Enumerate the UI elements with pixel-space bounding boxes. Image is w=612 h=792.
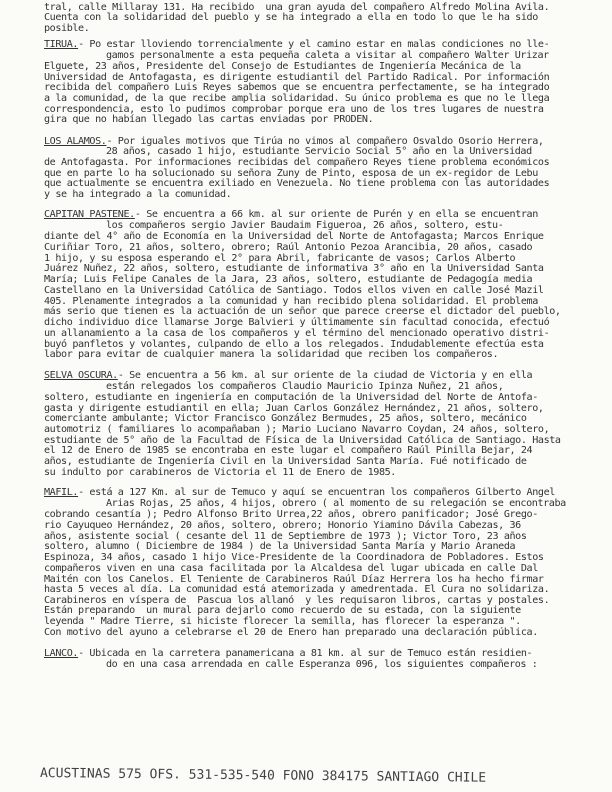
line-text: - Se encuentra a 66 km. al sur oriente de Purén y en ella se encuentran <box>134 209 538 220</box>
place-heading: TIRUA. <box>44 39 79 50</box>
line-text: Curiñiar Toro, 21 años, soltero, obrero; Raúl Antonio Pezoa Arancibia, 20 años, casado <box>44 242 533 253</box>
text-line <box>44 617 521 628</box>
place-heading: CAPITAN PASTENE. <box>44 209 135 220</box>
text-line <box>44 499 566 510</box>
line-text: gamos personalmente a esta pequeña caleta a visitar al compañero Walter Urizar <box>106 50 549 61</box>
line-text: - Por iguales motivos que Tirúa no vimos al compañero Osvaldo Osorio Herrera, <box>106 136 544 147</box>
line-text: están relegados los compañeros Claudio Mauricio Ipinza Nuñez, 21 años, <box>106 381 504 392</box>
text-line <box>44 264 544 275</box>
line-text: gasta y dirigente estudiantil en ella; Juan Carlos González Hernández, 21 años, soltero, <box>44 403 544 414</box>
text-line <box>44 318 549 329</box>
line-text: - Ubicada en la carretera panamericana a 81 km. al sur de Temuco están residien- <box>78 648 533 659</box>
line-text: recibida del compañero Luis Reyes sabemos que se encuentra perfectamente, se ha integrado <box>44 82 550 93</box>
line-text: a la comunidad, de la que recibe amplia solidaridad. Su único problema es que no le llega <box>44 93 550 104</box>
text-line <box>44 51 549 62</box>
document-page <box>44 0 604 792</box>
line-text: cobrando cesantía ); Pedro Alfonso Brito Urrea,22 años, obrero panificador; José Grego- <box>44 509 538 520</box>
line-text: 405. Plenamente integrados a la comunidad y han recibido plena solidaridad. El problema <box>44 296 538 307</box>
place-heading: SELVA OSCURA. <box>44 370 118 381</box>
text-line <box>44 275 532 286</box>
text-line <box>44 83 549 94</box>
line-text: más serio que tienen es la actuación de un señor que parece creerse el dictador del pueblo, <box>44 306 561 317</box>
text-line <box>44 243 532 254</box>
line-text: Cuenta con la solidaridad del pueblo y se ha integrado a ella en todo lo que le ha sido <box>44 12 538 23</box>
text-line <box>44 521 521 532</box>
text-line <box>44 510 538 521</box>
line-text: años, asistente social ( cesante del 11 de Septiembre de 1973 ); Victor Toro, 23 años <box>44 531 527 542</box>
section-heading-line <box>44 210 538 221</box>
line-text: Elguete, 23 años, Presidente del Consejo de Estudiantes de Ingeniería Mecánica de la <box>44 61 521 72</box>
line-text: los compañeros sergio Javier Baudaim Figueroa, 26 años, soltero, estu- <box>106 220 504 231</box>
line-text: el 12 de Enero de 1985 se encontraba en este lugar el compañero Raúl Pinilla Bejar, 24 <box>44 445 533 456</box>
text-line <box>44 606 521 617</box>
text-line <box>44 147 532 158</box>
text-line <box>44 158 549 169</box>
place-heading: LANCO. <box>44 648 79 659</box>
text-line <box>44 307 561 318</box>
text-line <box>44 190 231 201</box>
section-heading-line <box>44 40 549 51</box>
line-text: que en parte lo ha solucionado su señora Zuny de Pinto, esposa de un ex-regidor de Lebu <box>44 168 538 179</box>
line-text: tral, calle Millaray 131. Ha recibido una gran ayuda del compañero Alfredo Molina Avila. <box>44 2 550 13</box>
line-text: Espinoza, 34 años, casado 1 hijo Vice-Presidente de la Coordinadora de Pobladores. Estos <box>44 552 544 563</box>
section-heading-line <box>44 488 555 499</box>
line-text: do en una casa arrendada en calle Esperanza 096, los siguientes compañeros : <box>106 659 538 670</box>
line-text: Carabineros en víspera de Pascua los allanó y les requisaron libros, cartas y postales. <box>44 595 550 606</box>
line-text: hasta 5 veces al día. La comunidad está atemorizada y amedrentada. El Cura no solidariza. <box>44 584 550 595</box>
line-text: - Po estar lloviendo torrencialmente y el camino estar en malas condiciones no lle- <box>78 39 550 50</box>
text-line <box>44 446 532 457</box>
section-heading-line <box>44 371 532 382</box>
text-line <box>44 62 521 73</box>
text-line <box>44 414 527 425</box>
line-text: años, estudiante de Ingeniería Civil en la Universidad Santa María. Fué notificado de <box>44 456 527 467</box>
text-line <box>44 628 538 639</box>
text-line <box>44 286 544 297</box>
line-text: Maitén con los Canelos. El Teniente de Carabineros Raúl Díaz Herrera los ha hecho firmar <box>44 574 544 585</box>
line-text: automotriz ( familiares lo acompañaban ); Mario Luciano Navarro Coydan, 24 años, soltero, <box>44 424 550 435</box>
line-text: 1 hijo, y su esposa esperando el 2° para Abril, fabricante de vasos; Carlos Alberto <box>44 253 516 264</box>
line-text: 28 años, casado 1 hijo, estudiante Servicio Social 5° año en la Universidad <box>106 146 532 157</box>
text-line <box>44 179 549 190</box>
line-text: leyenda " Madre Tierre, si hiciste florecer la semilla, has florecer la esperanza ". <box>44 616 521 627</box>
line-text: Están preparando un mural para dejarlo como recuerdo de su estada, con la siguiente <box>44 605 521 616</box>
line-text: comerciante ambulante; Victor Francisco González Bermudes, 25 años, soltero, mecánico <box>44 413 527 424</box>
text-line <box>44 393 538 404</box>
line-text: un allanamiento a la casa de los compañeros y el término del mencionado operativo distri- <box>44 328 550 339</box>
text-line <box>44 115 373 126</box>
line-text: estudiante de 5° año de la Facultad de Física de la Universidad Católica de Santiago. Hasta <box>44 435 561 446</box>
line-text: soltero, estudiante en ingeniería en computación de la Universidad del Norte de Antofa- <box>44 392 538 403</box>
line-text: compañeros viven en una casa facilitada por la Alcaldesa del lugar ubicada en calle Dal <box>44 563 538 574</box>
text-line <box>44 24 89 35</box>
text-line <box>44 329 549 340</box>
line-text: posible. <box>44 23 90 34</box>
line-text: Castellano en la Universidad Católica de Santiago. Todos ellos viven en calle José Mazil <box>44 285 544 296</box>
line-text: de Antofagasta. Por informaciones recibidas del compañero Reyes tiene problema económicos <box>44 157 550 168</box>
line-text: María; Luis Felipe Canales de la Jara, 23 años, soltero, estudiante de Pedagogía media <box>44 274 533 285</box>
text-line <box>44 94 549 105</box>
section-heading-line <box>44 649 532 660</box>
line-text: - está a 127 Km. al sur de Temuco y aquí se encuentran los compañeros Gilberto Angel <box>78 487 555 498</box>
text-line <box>44 542 515 553</box>
line-text: soltero, alumno ( Diciembre de 1984 ) de la Universidad Santa María y Mario Araneda <box>44 541 516 552</box>
line-text: correspondencia, esto lo pudimos comprobar porque era uno de los tres lugares de nuestra <box>44 104 544 115</box>
line-text: que actualmente se encuentra exiliado en Venezuela. No tiene problema con las autoridades <box>44 178 550 189</box>
line-text: diante del 4° año de Economía en la Universidad del Norte de Antofagasta; Marcos Enrique <box>44 231 544 242</box>
text-line <box>44 350 498 361</box>
footer-address: ACUSTINAS 575 OFS. 531-535-540 FONO 384175 SANTIAGO CHILE <box>39 766 487 786</box>
line-text: labor para evitar de cualquier manera la solidaridad que reciben los compañeros. <box>44 349 499 360</box>
text-line <box>44 553 544 564</box>
line-text: y se ha integrado a la comunidad. <box>44 189 232 200</box>
line-text: Universidad de Antofagasta, es dirigente estudiantil del Partido Radical. Por información <box>44 72 550 83</box>
line-text: Arias Rojas, 25 años, 4 hijos, obrero ( al momento de su relegación se encontraba <box>106 498 566 509</box>
line-text: buyó panfletos y volantes, culpando de ello a los relegados. Indudablemente efectúa esta <box>44 339 544 350</box>
text-line <box>44 585 549 596</box>
text-line <box>44 382 503 393</box>
line-text: gira que no habían llegado las cartas enviadas por PRODEN. <box>44 114 374 125</box>
line-text: su indulto por carabineros de Victoria el 11 de Enero de 1985. <box>44 467 396 478</box>
text-line <box>44 468 396 479</box>
line-text: Juárez Nuñez, 22 años, soltero, estudiante de informativa 3° año en la Universidad Santa <box>44 263 544 274</box>
line-text: - Se encuentra a 56 km. al sur oriente de la ciudad de Victoria y en ella <box>117 370 533 381</box>
text-line <box>44 457 527 468</box>
place-heading: MAFIL. <box>44 487 79 498</box>
line-text: dicho individuo dice llamarse Jorge Balvieri y últimamente sin facultad conocida, efectuó <box>44 317 550 328</box>
line-text: Con motivo del ayuno a celebrarse el 20 de Enero han preparado una declaración pública. <box>44 627 538 638</box>
place-heading: LOS ALAMOS. <box>44 136 107 147</box>
text-line <box>44 13 538 24</box>
line-text: rio Cayuqueo Hernández, 20 años, soltero, obrero; Honorio Yiamino Dávila Cabezas, 36 <box>44 520 521 531</box>
text-line <box>44 425 549 436</box>
text-line <box>44 564 538 575</box>
text-line <box>44 221 503 232</box>
text-line <box>44 660 537 671</box>
text-line <box>44 232 544 243</box>
